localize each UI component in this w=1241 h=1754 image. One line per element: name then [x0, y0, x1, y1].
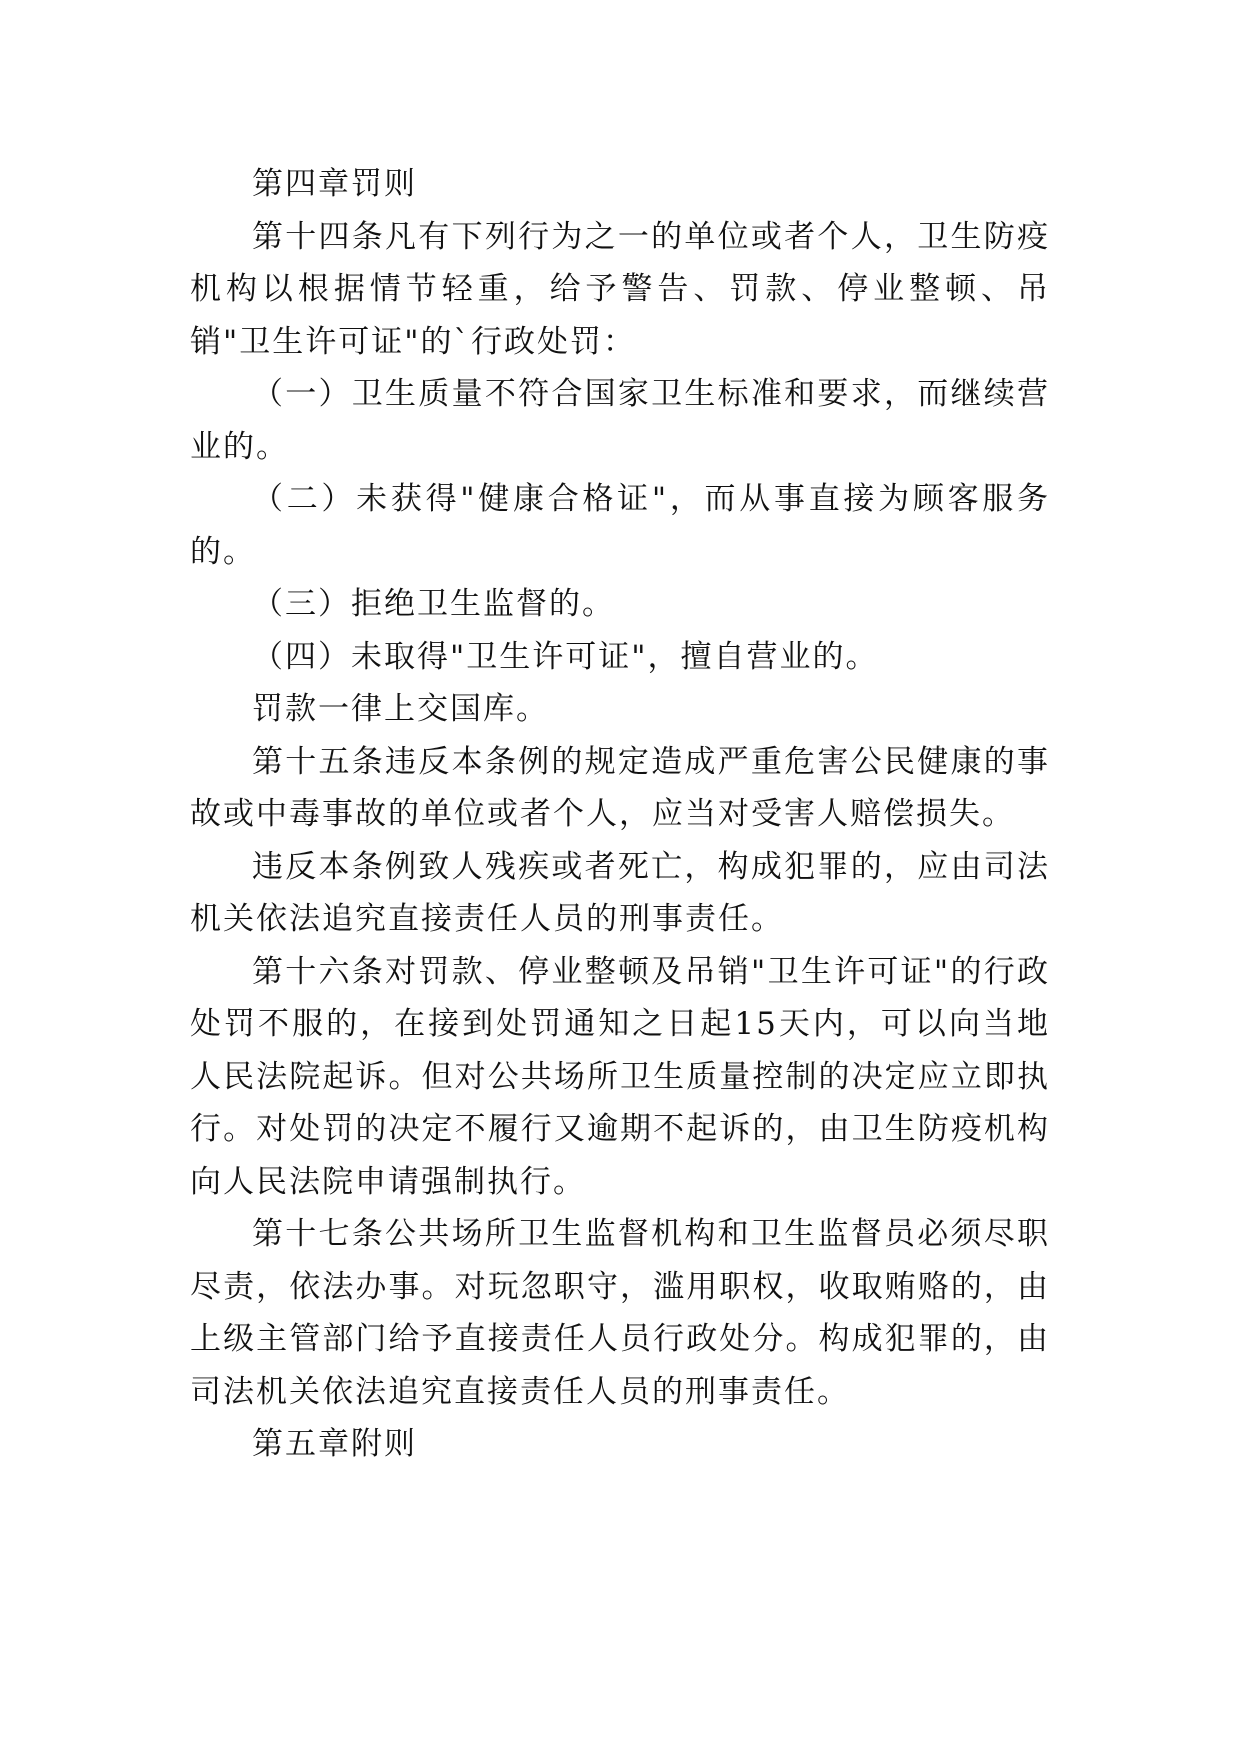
article-16: 第十六条对罚款、停业整顿及吊销"卫生许可证"的行政处罚不服的，在接到处罚通知之日起15天内，可以向当地人民法院起诉。但对公共场所卫生质量控制的决定应立即执行。对处罚的决定不履行又逾期不起诉的，由卫生防疫机构向人民法院申请强制执行。 [190, 953, 1050, 1200]
article-14-item-4: （四）未取得"卫生许可证"，擅自营业的。 [252, 638, 879, 675]
article-15-clause-2: 违反本条例致人残疾或者死亡，构成犯罪的，应由司法机关依法追究直接责任人员的刑事责任。 [190, 848, 1050, 937]
article-15: 第十五条违反本条例的规定造成严重危害公民健康的事故或中毒事故的单位或者个人，应当对受害人赔偿损失。 [190, 743, 1050, 832]
article-14-item-3: （三）拒绝卫生监督的。 [252, 586, 615, 622]
article-14: 第十四条凡有下列行为之一的单位或者个人，卫生防疫机构以根据情节轻重，给予警告、罚款、停业整顿、吊销"卫生许可证"的`行政处罚： [190, 218, 1050, 360]
article-14-item-1: （一）卫生质量不符合国家卫生标准和要求，而继续营业的。 [190, 376, 1050, 465]
fine-note: 罚款一律上交国库。 [252, 691, 549, 727]
article-17: 第十七条公共场所卫生监督机构和卫生监督员必须尽职尽责，依法办事。对玩忽职守，滥用职权，收取贿赂的，由上级主管部门给予直接责任人员行政处分。构成犯罪的，由司法机关依法追究直接责任人员的刑事责任。 [190, 1216, 1050, 1410]
document-body [190, 158, 1050, 1471]
article-14-item-2: （二）未获得"健康合格证"，而从事直接为顾客服务的。 [190, 481, 1050, 570]
chapter-heading-5: 第五章附则 [252, 1426, 417, 1462]
chapter-heading-4: 第四章罚则 [252, 166, 417, 202]
